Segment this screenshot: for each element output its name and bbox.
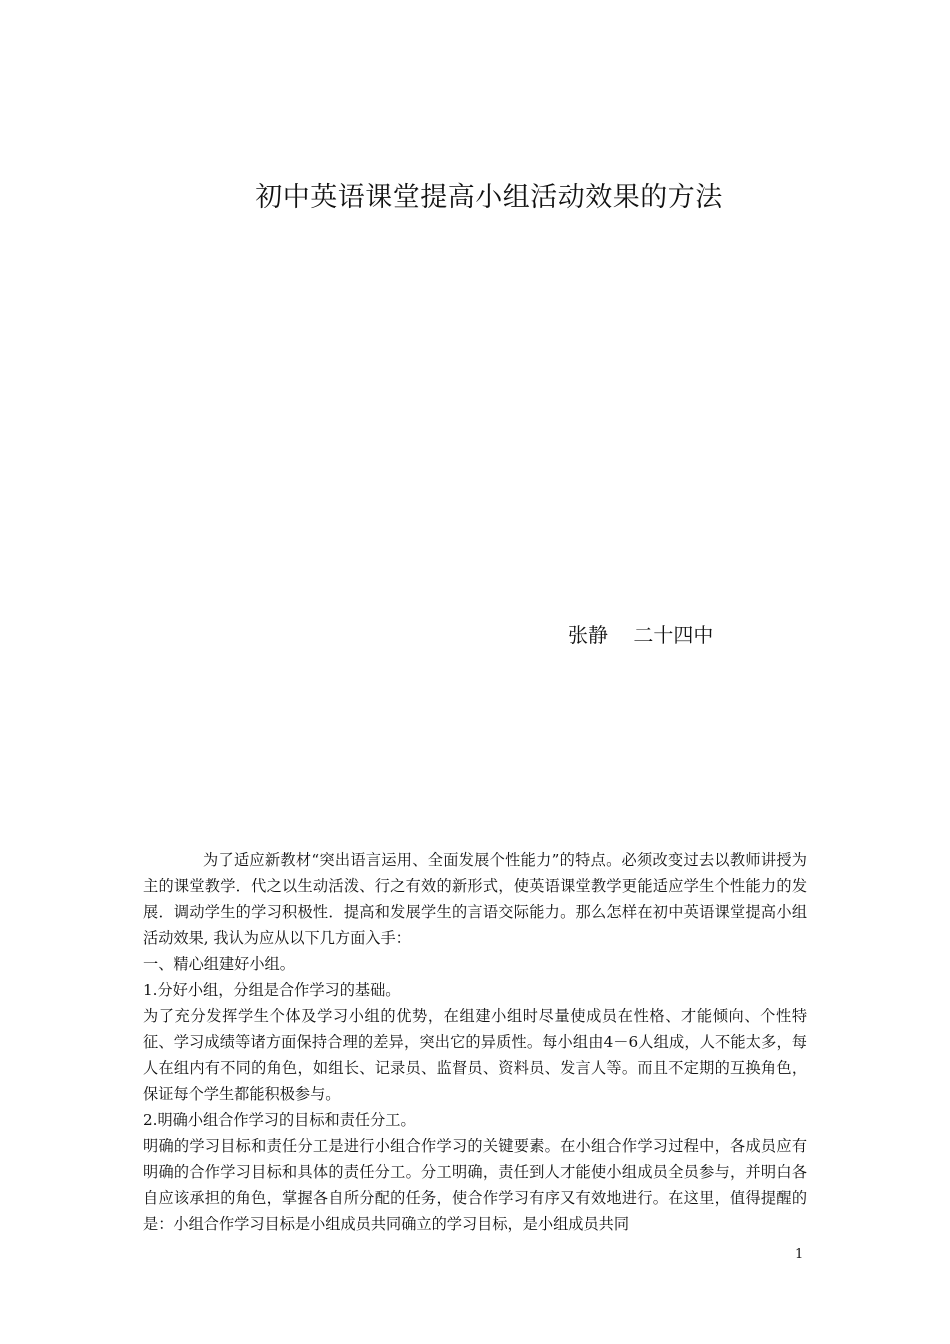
section-heading-1: 一、精心组建好小组。 bbox=[143, 955, 295, 973]
intro-paragraph: 为了适应新教材“突出语言运用、全面发展个性能力”的特点。必须改变过去以教师讲授为主的课堂教学．代之以生动活泼、行之有效的新形式，使英语课堂教学更能适应学生个性能力的发展．调动学生的学习积极性．提高和发展学生的言语交际能力。那么怎样在初中英语课堂提高小组活动效果, 我认为应从以下几方面入手： bbox=[143, 851, 807, 947]
author-line: 张静 二十四中 bbox=[568, 623, 714, 647]
subsection-heading-1: 1.分好小组，分组是合作学习的基础。 bbox=[143, 981, 401, 999]
subsection-heading-2: 2.明确小组合作学习的目标和责任分工。 bbox=[143, 1111, 416, 1129]
document-body bbox=[143, 847, 807, 1237]
body-paragraph: 明确的学习目标和责任分工是进行小组合作学习的关键要素。在小组合作学习过程中，各成员应有明确的合作学习目标和具体的责任分工。分工明确，责任到人才能使小组成员全员参与，并明白各自应该承担的角色，掌握各自所分配的任务，使合作学习有序又有效地进行。在这里，值得提醒的是：小组合作学习目标是小组成员共同确立的学习目标，是小组成员共同 bbox=[143, 1137, 807, 1233]
body-paragraph: 为了充分发挥学生个体及学习小组的优势，在组建小组时尽量使成员在性格、才能倾向、个性特征、学习成绩等诸方面保持合理的差异，突出它的异质性。每小组由4－6人组成，人不能太多，每人在组内有不同的角色，如组长、记录员、监督员、资料员、发言人等。而且不定期的互换角色，保证每个学生都能积极参与。 bbox=[143, 1007, 807, 1103]
page-number: 1 bbox=[795, 1247, 804, 1262]
document-title: 初中英语课堂提高小组活动效果的方法 bbox=[255, 182, 723, 213]
